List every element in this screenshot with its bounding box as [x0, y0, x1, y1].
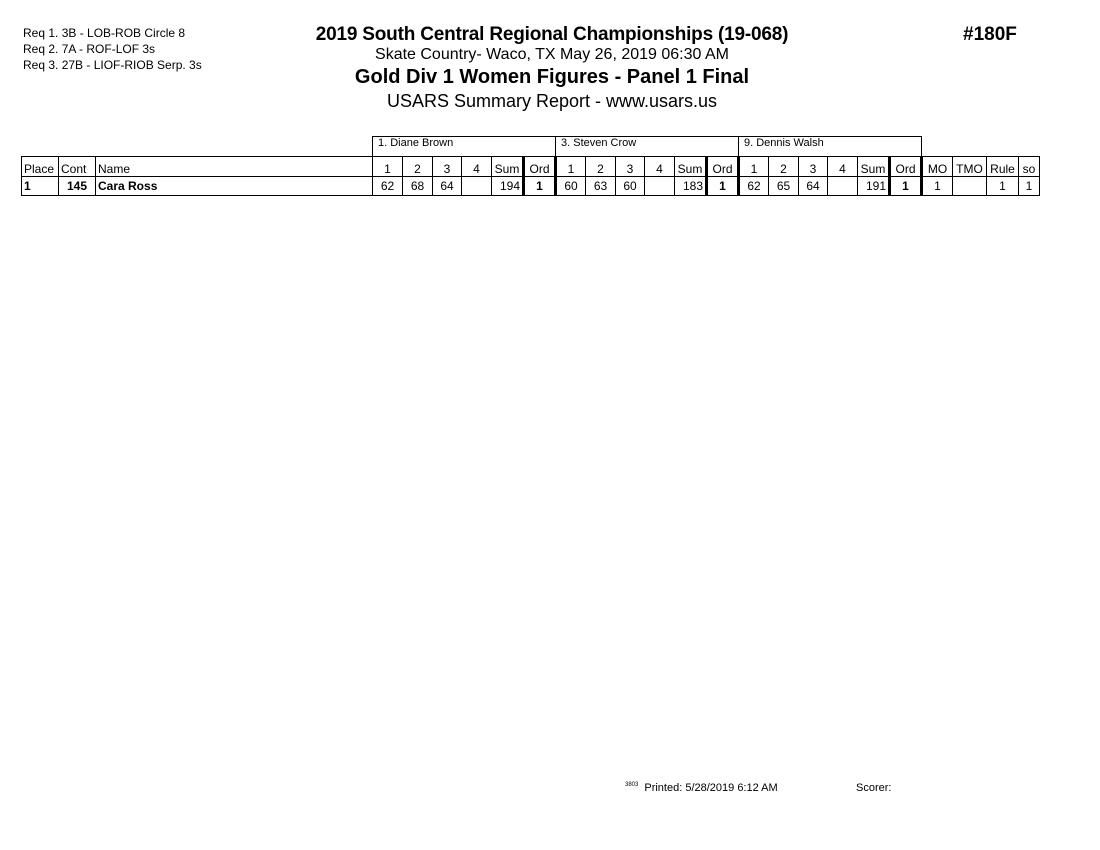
requirements-list [23, 25, 202, 73]
col-cont: Cont [59, 157, 96, 177]
col-ord: Ord [707, 157, 739, 177]
col-score-2: 2 [403, 157, 433, 177]
score-cell: 60 [616, 177, 645, 196]
score-cell: 64 [799, 177, 828, 196]
competition-title: 2019 South Central Regional Championships (19-068) [315, 24, 789, 45]
col-sum: Sum [858, 157, 890, 177]
score-cell: 62 [373, 177, 403, 196]
col-score-3: 3 [433, 157, 462, 177]
place-cell: 1 [22, 177, 59, 196]
printed-date: Printed: 5/28/2019 6:12 AM [644, 782, 778, 794]
judge-name: 1. Diane Brown [373, 137, 556, 157]
col-tmo: TMO [953, 157, 987, 177]
ord-cell: 1 [890, 177, 922, 196]
judge-header-row [22, 137, 1040, 157]
col-so: so [1019, 157, 1040, 177]
score-cell: 60 [556, 177, 586, 196]
print-code: 3803 [625, 782, 639, 788]
sum-cell: 183 [675, 177, 707, 196]
score-cell: 65 [769, 177, 799, 196]
col-score-2: 2 [769, 157, 799, 177]
col-score-4: 4 [645, 157, 675, 177]
column-header-row [22, 157, 1040, 177]
requirement-item: Req 2. 7A - ROF-LOF 3s [23, 42, 156, 56]
col-rule: Rule [987, 157, 1019, 177]
cont-cell: 145 [59, 177, 96, 196]
score-cell: 63 [586, 177, 616, 196]
score-cell: 64 [433, 177, 462, 196]
rule-cell: 1 [987, 177, 1019, 196]
col-sum: Sum [492, 157, 524, 177]
score-cell [462, 177, 492, 196]
col-mo: MO [922, 157, 953, 177]
col-score-1: 1 [373, 157, 403, 177]
ord-cell: 1 [524, 177, 556, 196]
event-title: Gold Div 1 Women Figures - Panel 1 Final [354, 66, 750, 88]
table-row [22, 177, 1040, 196]
col-score-3: 3 [616, 157, 645, 177]
competition-location: Skate Country- Waco, TX May 26, 2019 06:30 AM [375, 46, 729, 63]
score-cell [645, 177, 675, 196]
ord-cell: 1 [707, 177, 739, 196]
sum-cell: 194 [492, 177, 524, 196]
report-title: USARS Summary Report - www.usars.us [386, 91, 718, 111]
col-score-4: 4 [828, 157, 858, 177]
col-place: Place [22, 157, 59, 177]
col-sum: Sum [675, 157, 707, 177]
report-header [252, 24, 852, 112]
printed-info [625, 782, 778, 794]
col-score-1: 1 [739, 157, 769, 177]
mo-cell: 1 [922, 177, 953, 196]
results-table [21, 136, 1040, 196]
col-score-2: 2 [586, 157, 616, 177]
tmo-cell [953, 177, 987, 196]
event-number: #180F [963, 24, 1017, 45]
score-cell: 68 [403, 177, 433, 196]
so-cell: 1 [1019, 177, 1040, 196]
skater-name: Cara Ross [96, 177, 373, 196]
col-score-4: 4 [462, 157, 492, 177]
requirement-item: Req 1. 3B - LOB-ROB Circle 8 [23, 26, 186, 40]
score-cell [828, 177, 858, 196]
score-cell: 62 [739, 177, 769, 196]
col-score-1: 1 [556, 157, 586, 177]
col-score-3: 3 [799, 157, 828, 177]
col-ord: Ord [524, 157, 556, 177]
sum-cell: 191 [858, 177, 890, 196]
col-name: Name [96, 157, 373, 177]
requirement-item: Req 3. 27B - LIOF-RIOB Serp. 3s [23, 58, 202, 72]
judge-name: 3. Steven Crow [556, 137, 739, 157]
scorer-label: Scorer: [856, 782, 892, 794]
col-ord: Ord [890, 157, 922, 177]
judge-name: 9. Dennis Walsh [739, 137, 922, 157]
